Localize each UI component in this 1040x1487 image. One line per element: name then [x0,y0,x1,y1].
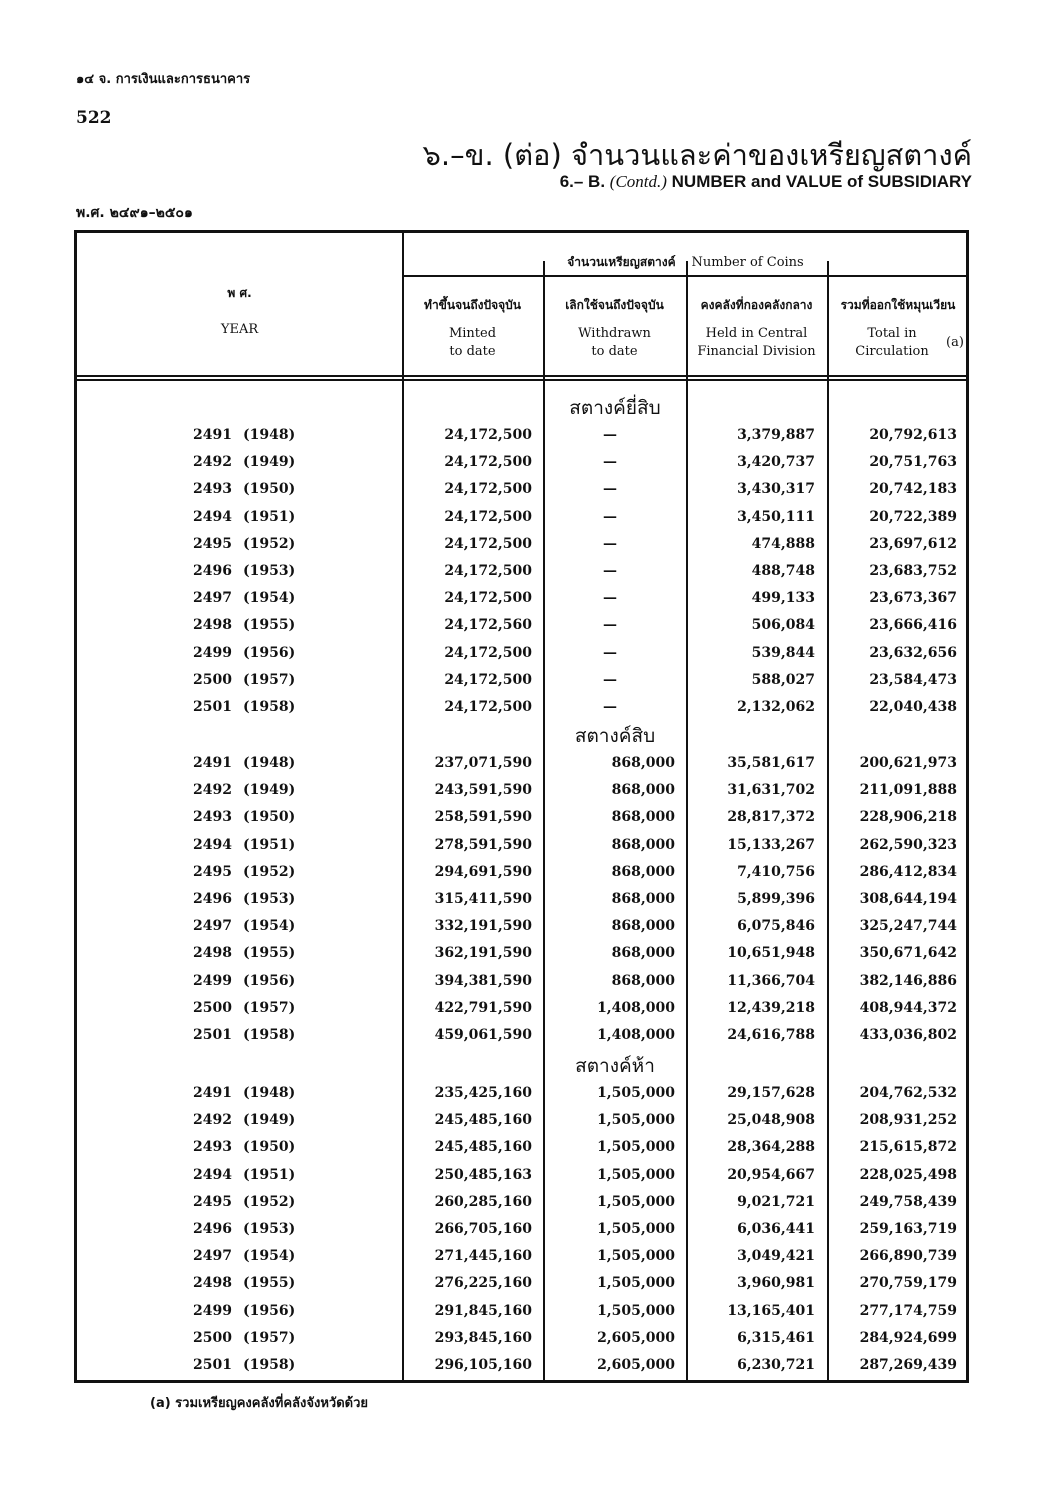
withdrawn-cell: — [603,671,617,688]
held-cell: 11,366,704 [727,972,815,989]
year-be-cell: 2491 [193,427,232,443]
total-cell: 277,174,759 [859,1302,957,1319]
coins-group-english: Number of Coins [691,255,804,270]
total-cell: 23,666,416 [869,617,957,634]
withdrawn-cell: 2,605,000 [597,1329,675,1346]
table-row [77,590,972,616]
held-cell: 35,581,617 [727,755,815,771]
held-cell: 474,888 [751,535,815,552]
year-be-cell: 2494 [193,1166,232,1183]
year-be-cell: 2495 [193,535,232,552]
table-row [77,891,972,917]
withdrawn-cell: 868,000 [611,755,675,771]
year-ad-cell: (1953) [243,891,296,907]
withdrawn-cell: — [603,454,617,471]
year-ad-cell: (1948) [243,427,296,443]
minted-cell: 266,705,160 [434,1221,532,1237]
minted-cell: 24,172,500 [444,481,532,498]
year-ad-cell: (1953) [243,1221,296,1237]
year-ad-cell: (1954) [243,590,296,607]
table-row [77,918,972,944]
table-row [77,837,972,863]
held-cell: 13,165,401 [727,1302,815,1319]
table-row [77,864,972,890]
table-row [77,617,972,643]
table-row [77,645,972,671]
withdrawn-cell: 1,505,000 [597,1221,675,1237]
total-cell: 325,247,744 [859,918,957,935]
table-row [77,509,972,535]
year-ad-cell: (1954) [243,918,296,935]
table-row [77,1248,972,1274]
minted-cell: 315,411,590 [434,891,532,907]
header-bottom-rule [77,379,969,381]
title-en-main: NUMBER and VALUE of SUBSIDIARY [671,172,972,191]
held-cell: 24,616,788 [727,1027,815,1043]
total-header-note: (a) [946,335,964,350]
withdrawn-cell: — [603,590,617,607]
year-be-cell: 2500 [193,671,232,688]
withdrawn-cell: 1,408,000 [597,999,675,1016]
withdrawn-cell: 1,505,000 [597,1166,675,1183]
total-header-en1: Total in [867,326,917,341]
coins-group-header [402,253,969,271]
withdrawn-cell: — [603,427,617,443]
minted-cell: 422,791,590 [434,999,532,1016]
year-ad-cell: (1950) [243,809,296,826]
year-be-cell: 2501 [193,1357,232,1373]
year-be-cell: 2495 [193,863,232,880]
year-ad-cell: (1951) [243,836,296,853]
year-be-cell: 2497 [193,1248,232,1265]
total-cell: 23,683,752 [869,563,957,579]
year-ad-cell: (1956) [243,972,296,989]
withdrawn-cell: 1,505,000 [597,1248,675,1265]
year-ad-cell: (1950) [243,1139,296,1156]
held-cell: 539,844 [751,644,815,661]
year-be-cell: 2498 [193,945,232,962]
table-row [77,1303,972,1329]
total-header-en2: Circulation [855,344,929,359]
table-row [77,454,972,480]
total-cell: 287,269,439 [859,1357,957,1373]
year-ad-cell: (1949) [243,1112,296,1129]
held-cell: 3,430,317 [737,481,815,498]
held-cell: 506,084 [751,617,815,634]
minted-cell: 24,172,500 [444,535,532,552]
withdrawn-cell: 868,000 [611,972,675,989]
minted-cell: 235,425,160 [434,1085,532,1101]
withdrawn-cell: — [603,644,617,661]
total-cell: 20,742,183 [869,481,957,498]
minted-cell: 271,445,160 [434,1248,532,1265]
total-cell: 208,931,252 [859,1112,957,1129]
header-rule [402,275,969,277]
year-ad-cell: (1948) [243,755,296,771]
minted-cell: 278,591,590 [434,836,532,853]
title-english [560,172,972,192]
year-range: พ.ศ. ๒๔๙๑–๒๕๐๑ [76,205,193,221]
year-ad-cell: (1956) [243,644,296,661]
withdrawn-cell: 868,000 [611,945,675,962]
table-row [77,672,972,698]
table-row [77,809,972,835]
year-be-cell: 2496 [193,891,232,907]
table-row [77,755,972,781]
total-cell: 23,584,473 [869,671,957,688]
held-cell: 3,450,111 [737,508,815,525]
year-ad-cell: (1957) [243,999,296,1016]
held-cell: 25,048,908 [727,1112,815,1129]
held-cell: 3,420,737 [737,454,815,471]
year-be-cell: 2496 [193,563,232,579]
total-cell: 200,621,973 [859,755,957,771]
year-be-cell: 2491 [193,755,232,771]
year-be-cell: 2492 [193,1112,232,1129]
withdrawn-cell: — [603,699,617,715]
title-en-prefix: 6.– B. [559,172,606,191]
withdrawn-cell: 1,505,000 [597,1275,675,1292]
section-label: สตางค์สิบ [574,725,656,747]
total-cell: 262,590,323 [859,836,957,853]
withdrawn-cell: 1,408,000 [597,1027,675,1043]
year-be-cell: 2493 [193,809,232,826]
year-be-cell: 2492 [193,782,232,799]
year-ad-cell: (1956) [243,1302,296,1319]
year-be-cell: 2499 [193,972,232,989]
held-cell: 10,651,948 [727,945,815,962]
year-be-cell: 2494 [193,836,232,853]
total-cell: 382,146,886 [859,972,957,989]
withdrawn-header-en2: to date [591,344,638,359]
held-cell: 6,036,441 [737,1221,815,1237]
title-en-contd: (Contd.) [609,172,667,191]
table-row [77,699,972,725]
year-be-cell: 2501 [193,699,232,715]
year-ad-cell: (1955) [243,1275,296,1292]
withdrawn-cell: 1,505,000 [597,1112,675,1129]
year-ad-cell: (1958) [243,1027,296,1043]
year-ad-cell: (1952) [243,1193,296,1210]
year-ad-cell: (1955) [243,617,296,634]
held-cell: 12,439,218 [727,999,815,1016]
year-ad-cell: (1953) [243,563,296,579]
withdrawn-cell: 1,505,000 [597,1302,675,1319]
year-be-cell: 2495 [193,1193,232,1210]
year-ad-cell: (1952) [243,535,296,552]
table-row [77,782,972,808]
withdrawn-cell: 868,000 [611,809,675,826]
minted-cell: 291,845,160 [434,1302,532,1319]
table-row [77,1139,972,1165]
section-label: สตางค์ห้า [575,1055,655,1077]
minted-cell: 362,191,590 [434,945,532,962]
total-cell: 23,697,612 [869,535,957,552]
minted-cell: 459,061,590 [434,1027,532,1043]
total-cell: 350,671,642 [859,945,957,962]
total-cell: 215,615,872 [859,1139,957,1156]
held-cell: 28,817,372 [727,809,815,826]
table-row [77,1112,972,1138]
year-header-english: YEAR [220,322,259,337]
table-row [77,536,972,562]
minted-cell: 258,591,590 [434,809,532,826]
minted-cell: 394,381,590 [434,972,532,989]
held-cell: 29,157,628 [727,1085,815,1101]
minted-cell: 296,105,160 [434,1357,532,1373]
minted-cell: 245,485,160 [434,1139,532,1156]
year-be-cell: 2493 [193,481,232,498]
total-cell: 249,758,439 [859,1193,957,1210]
year-be-cell: 2493 [193,1139,232,1156]
year-ad-cell: (1958) [243,1357,296,1373]
withdrawn-cell: — [603,535,617,552]
minted-cell: 24,172,500 [444,644,532,661]
year-be-cell: 2499 [193,1302,232,1319]
table-row [77,1194,972,1220]
total-cell: 20,722,389 [869,508,957,525]
withdrawn-header-en1: Withdrawn [578,326,651,341]
header-bottom-rule [77,375,969,377]
minted-cell: 294,691,590 [434,863,532,880]
footnote: (a) รวมเหรียญคงคลังที่คลังจังหวัดด้วย [150,1396,368,1411]
withdrawn-cell: 1,505,000 [597,1139,675,1156]
held-cell: 6,230,721 [737,1357,815,1373]
year-ad-cell: (1955) [243,945,296,962]
minted-cell: 293,845,160 [434,1329,532,1346]
table-row [77,563,972,589]
withdrawn-cell: — [603,481,617,498]
held-header-en2: Financial Division [697,344,816,359]
minted-cell: 24,172,500 [444,671,532,688]
year-ad-cell: (1951) [243,1166,296,1183]
total-cell: 211,091,888 [859,782,957,799]
year-be-cell: 2497 [193,590,232,607]
year-be-cell: 2492 [193,454,232,471]
minted-cell: 24,172,500 [444,699,532,715]
total-cell: 408,944,372 [859,999,957,1016]
total-cell: 266,890,739 [859,1248,957,1265]
table-row [77,1275,972,1301]
table-row [77,973,972,999]
held-cell: 6,315,461 [737,1329,815,1346]
total-cell: 308,644,194 [859,891,957,907]
held-cell: 6,075,846 [737,918,815,935]
withdrawn-header-thai: เลิกใช้จนถึงปัจจุบัน [565,298,664,312]
data-table [74,230,969,1383]
year-be-cell: 2498 [193,617,232,634]
year-ad-cell: (1954) [243,1248,296,1265]
minted-cell: 24,172,500 [444,508,532,525]
table-row [77,1357,972,1383]
held-cell: 3,049,421 [737,1248,815,1265]
held-cell: 588,027 [751,671,815,688]
held-cell: 2,132,062 [737,699,815,715]
withdrawn-cell: — [603,563,617,579]
minted-cell: 332,191,590 [434,918,532,935]
minted-cell: 24,172,500 [444,563,532,579]
table-row [77,1221,972,1247]
total-cell: 270,759,179 [859,1275,957,1292]
year-ad-cell: (1957) [243,1329,296,1346]
minted-cell: 243,591,590 [434,782,532,799]
table-row [77,1085,972,1111]
table-row [77,1167,972,1193]
held-header-thai: คงคลังที่กองคลังกลาง [700,298,813,312]
withdrawn-cell: 868,000 [611,918,675,935]
table-row [77,427,972,453]
table-row [77,481,972,507]
year-be-cell: 2494 [193,508,232,525]
year-ad-cell: (1952) [243,863,296,880]
minted-cell: 250,485,163 [434,1166,532,1183]
held-cell: 3,960,981 [737,1275,815,1292]
total-cell: 23,632,656 [869,644,957,661]
withdrawn-cell: — [603,508,617,525]
withdrawn-cell: — [603,617,617,634]
running-head: ๑๔ จ. การเงินและการธนาคาร [76,72,251,87]
total-header-thai: รวมที่ออกใช้หมุนเวียน [840,298,956,312]
withdrawn-cell: 868,000 [611,782,675,799]
year-header-thai: พ ศ. [227,286,252,300]
table-row [77,1000,972,1026]
minted-header-en2: to date [449,344,496,359]
total-cell: 204,762,532 [859,1085,957,1101]
total-cell: 284,924,699 [859,1329,957,1346]
year-be-cell: 2500 [193,999,232,1016]
year-be-cell: 2497 [193,918,232,935]
year-be-cell: 2499 [193,644,232,661]
minted-cell: 24,172,500 [444,427,532,443]
held-cell: 499,133 [751,590,815,607]
minted-cell: 24,172,500 [444,454,532,471]
table-row [77,1330,972,1356]
year-ad-cell: (1950) [243,481,296,498]
held-cell: 3,379,887 [737,427,815,443]
table-row [77,1027,972,1053]
held-cell: 20,954,667 [727,1166,815,1183]
year-be-cell: 2501 [193,1027,232,1043]
held-cell: 7,410,756 [737,863,815,880]
minted-cell: 24,172,500 [444,590,532,607]
total-cell: 20,751,763 [869,454,957,471]
held-cell: 31,631,702 [727,782,815,799]
table-row [77,945,972,971]
title-thai: ๖.–ข. (ต่อ) จำนวนและค่าของเหรียญสตางค์ [422,138,972,172]
year-be-cell: 2491 [193,1085,232,1101]
total-cell: 22,040,438 [869,699,957,715]
held-header-en1: Held in Central [705,326,808,341]
held-cell: 488,748 [751,563,815,579]
withdrawn-cell: 1,505,000 [597,1085,675,1101]
year-ad-cell: (1949) [243,782,296,799]
year-ad-cell: (1949) [243,454,296,471]
coins-group-thai: จำนวนเหรียญสตางค์ [567,255,676,269]
year-ad-cell: (1948) [243,1085,296,1101]
minted-header-thai: ทำขึ้นจนถึงปัจจุบัน [424,298,521,312]
year-be-cell: 2498 [193,1275,232,1292]
withdrawn-cell: 868,000 [611,891,675,907]
total-cell: 228,906,218 [859,809,957,826]
minted-cell: 24,172,560 [444,617,532,634]
section-label: สตางค์ยี่สิบ [569,397,661,419]
withdrawn-cell: 868,000 [611,836,675,853]
total-cell: 259,163,719 [859,1221,957,1237]
total-cell: 433,036,802 [859,1027,957,1043]
minted-header-en1: Minted [448,326,497,341]
year-ad-cell: (1958) [243,699,296,715]
year-be-cell: 2500 [193,1329,232,1346]
held-cell: 9,021,721 [737,1193,815,1210]
year-ad-cell: (1951) [243,508,296,525]
minted-cell: 260,285,160 [434,1193,532,1210]
year-ad-cell: (1957) [243,671,296,688]
withdrawn-cell: 1,505,000 [597,1193,675,1210]
year-be-cell: 2496 [193,1221,232,1237]
held-cell: 5,899,396 [737,891,815,907]
minted-cell: 237,071,590 [434,755,532,771]
withdrawn-cell: 868,000 [611,863,675,880]
total-cell: 286,412,834 [859,863,957,880]
total-cell: 20,792,613 [869,427,957,443]
total-cell: 23,673,367 [869,590,957,607]
held-cell: 15,133,267 [727,836,815,853]
minted-cell: 245,485,160 [434,1112,532,1129]
held-cell: 28,364,288 [727,1139,815,1156]
page-number: 522 [76,108,112,128]
withdrawn-cell: 2,605,000 [597,1357,675,1373]
minted-cell: 276,225,160 [434,1275,532,1292]
total-cell: 228,025,498 [859,1166,957,1183]
